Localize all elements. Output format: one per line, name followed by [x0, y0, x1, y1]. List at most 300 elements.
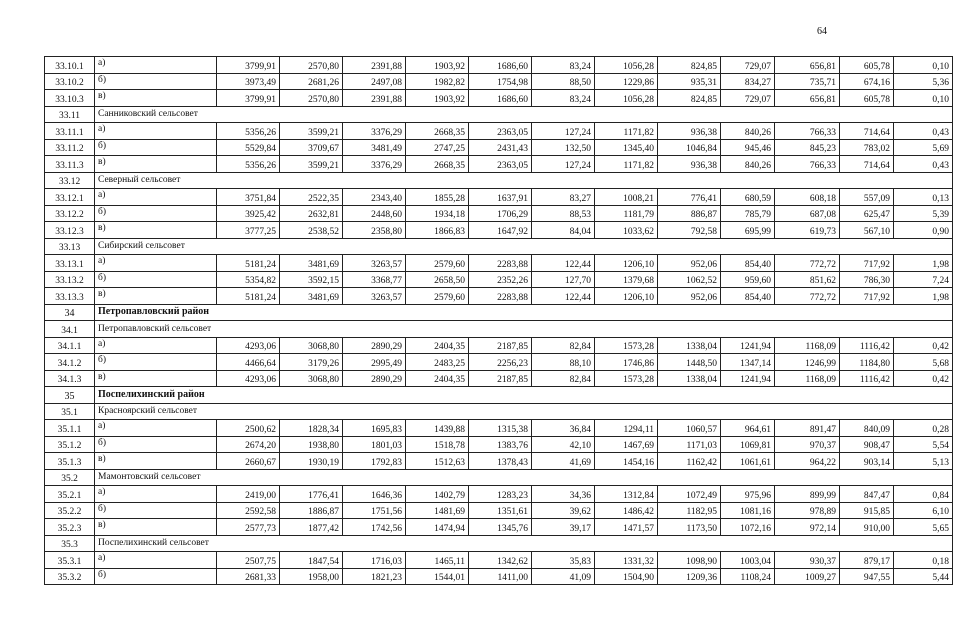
- value-cell: 1471,57: [595, 519, 658, 536]
- table-row: [45, 189, 953, 206]
- value-cell: 1171,03: [658, 436, 721, 453]
- value-cell: 1474,94: [406, 519, 469, 536]
- row-code: 33.11.2: [45, 139, 95, 156]
- value-cell: 3481,69: [280, 255, 343, 272]
- value-cell: 88,53: [532, 205, 595, 222]
- row-code: 35.2.1: [45, 486, 95, 503]
- value-cell: 1162,42: [658, 453, 721, 470]
- section-title: Санниковский сельсовет: [95, 106, 953, 123]
- value-cell: 2448,60: [343, 205, 406, 222]
- table-row: [45, 255, 953, 272]
- value-cell: 1241,94: [721, 370, 775, 387]
- value-cell: 714,64: [840, 156, 894, 173]
- value-cell: 3376,29: [343, 156, 406, 173]
- value-cell: 0,28: [894, 420, 953, 437]
- value-cell: 5529,84: [217, 139, 280, 156]
- row-code: 35.1.3: [45, 453, 95, 470]
- value-cell: 1383,76: [469, 436, 532, 453]
- value-cell: 2570,80: [280, 90, 343, 107]
- district-row: [45, 304, 953, 321]
- value-cell: 0,18: [894, 552, 953, 569]
- row-code: 33.12: [45, 172, 95, 189]
- value-cell: 2890,29: [343, 370, 406, 387]
- value-cell: 1072,49: [658, 486, 721, 503]
- value-cell: 879,17: [840, 552, 894, 569]
- value-cell: 132,50: [532, 139, 595, 156]
- value-cell: 2431,43: [469, 139, 532, 156]
- value-cell: 785,79: [721, 205, 775, 222]
- section-title: Красноярский сельсовет: [95, 403, 953, 420]
- value-cell: 3709,67: [280, 139, 343, 156]
- value-cell: 908,47: [840, 436, 894, 453]
- row-label: а): [95, 486, 217, 503]
- row-label: б): [95, 271, 217, 288]
- value-cell: 3376,29: [343, 123, 406, 140]
- value-cell: 891,47: [775, 420, 840, 437]
- value-cell: 845,23: [775, 139, 840, 156]
- value-cell: 964,61: [721, 420, 775, 437]
- row-label: а): [95, 552, 217, 569]
- section-row: [45, 172, 953, 189]
- value-cell: 5354,82: [217, 271, 280, 288]
- value-cell: 2343,40: [343, 189, 406, 206]
- value-cell: 1481,69: [406, 502, 469, 519]
- section-title: Поспелихинский сельсовет: [95, 535, 953, 552]
- value-cell: 1573,28: [595, 370, 658, 387]
- value-cell: 729,07: [721, 90, 775, 107]
- table-row: [45, 453, 953, 470]
- row-code: 33.11.3: [45, 156, 95, 173]
- value-cell: 1246,99: [775, 354, 840, 371]
- table-row: [45, 354, 953, 371]
- row-label: в): [95, 453, 217, 470]
- value-cell: 776,41: [658, 189, 721, 206]
- value-cell: 5,13: [894, 453, 953, 470]
- value-cell: 2391,88: [343, 90, 406, 107]
- value-cell: 1378,43: [469, 453, 532, 470]
- value-cell: 1465,11: [406, 552, 469, 569]
- table-row: [45, 420, 953, 437]
- district-title: Петропавловский район: [95, 304, 953, 321]
- tariff-table: [44, 56, 953, 585]
- value-cell: 1958,00: [280, 568, 343, 585]
- value-cell: 83,24: [532, 90, 595, 107]
- value-cell: 2358,80: [343, 222, 406, 239]
- value-cell: 1008,21: [595, 189, 658, 206]
- value-cell: 854,40: [721, 288, 775, 305]
- value-cell: 2187,85: [469, 337, 532, 354]
- value-cell: 127,70: [532, 271, 595, 288]
- value-cell: 3751,84: [217, 189, 280, 206]
- value-cell: 1351,61: [469, 502, 532, 519]
- row-label: б): [95, 73, 217, 90]
- row-code: 34.1.2: [45, 354, 95, 371]
- value-cell: 964,22: [775, 453, 840, 470]
- value-cell: 783,02: [840, 139, 894, 156]
- value-cell: 4466,64: [217, 354, 280, 371]
- value-cell: 1116,42: [840, 370, 894, 387]
- value-cell: 947,55: [840, 568, 894, 585]
- section-row: [45, 469, 953, 486]
- value-cell: 0,90: [894, 222, 953, 239]
- value-cell: 1241,94: [721, 337, 775, 354]
- row-label: а): [95, 337, 217, 354]
- value-cell: 766,33: [775, 156, 840, 173]
- row-label: а): [95, 420, 217, 437]
- value-cell: 1512,63: [406, 453, 469, 470]
- value-cell: 1046,84: [658, 139, 721, 156]
- row-label: а): [95, 57, 217, 74]
- value-cell: 84,04: [532, 222, 595, 239]
- value-cell: 1168,09: [775, 370, 840, 387]
- value-cell: 1866,83: [406, 222, 469, 239]
- row-code: 35.3.1: [45, 552, 95, 569]
- value-cell: 2507,75: [217, 552, 280, 569]
- value-cell: 1448,50: [658, 354, 721, 371]
- value-cell: 122,44: [532, 288, 595, 305]
- value-cell: 4293,06: [217, 337, 280, 354]
- value-cell: 2579,60: [406, 288, 469, 305]
- table-row: [45, 90, 953, 107]
- value-cell: 1746,86: [595, 354, 658, 371]
- value-cell: 2500,62: [217, 420, 280, 437]
- value-cell: 3481,49: [343, 139, 406, 156]
- row-code: 35.1: [45, 403, 95, 420]
- value-cell: 1,98: [894, 288, 953, 305]
- value-cell: 1098,90: [658, 552, 721, 569]
- value-cell: 3179,26: [280, 354, 343, 371]
- value-cell: 5,36: [894, 73, 953, 90]
- value-cell: 1982,82: [406, 73, 469, 90]
- value-cell: 840,26: [721, 156, 775, 173]
- value-cell: 605,78: [840, 57, 894, 74]
- value-cell: 1573,28: [595, 337, 658, 354]
- value-cell: 2674,20: [217, 436, 280, 453]
- value-cell: 1637,91: [469, 189, 532, 206]
- value-cell: 1686,60: [469, 90, 532, 107]
- table-row: [45, 288, 953, 305]
- value-cell: 1,98: [894, 255, 953, 272]
- value-cell: 899,99: [775, 486, 840, 503]
- value-cell: 1821,23: [343, 568, 406, 585]
- row-label: в): [95, 222, 217, 239]
- section-title: Северный сельсовет: [95, 172, 953, 189]
- value-cell: 5,39: [894, 205, 953, 222]
- value-cell: 0,42: [894, 337, 953, 354]
- value-cell: 0,13: [894, 189, 953, 206]
- value-cell: 1229,86: [595, 73, 658, 90]
- value-cell: 5,65: [894, 519, 953, 536]
- value-cell: 1934,18: [406, 205, 469, 222]
- value-cell: 936,38: [658, 156, 721, 173]
- value-cell: 2658,50: [406, 271, 469, 288]
- row-label: а): [95, 255, 217, 272]
- value-cell: 935,31: [658, 73, 721, 90]
- value-cell: 656,81: [775, 57, 840, 74]
- value-cell: 1003,04: [721, 552, 775, 569]
- table-row: [45, 337, 953, 354]
- table-row: [45, 73, 953, 90]
- value-cell: 2497,08: [343, 73, 406, 90]
- value-cell: 1903,92: [406, 90, 469, 107]
- value-cell: 903,14: [840, 453, 894, 470]
- section-row: [45, 321, 953, 338]
- value-cell: 834,27: [721, 73, 775, 90]
- row-label: в): [95, 90, 217, 107]
- value-cell: 1686,60: [469, 57, 532, 74]
- table-row: [45, 57, 953, 74]
- row-code: 33.12.1: [45, 189, 95, 206]
- value-cell: 7,24: [894, 271, 953, 288]
- value-cell: 2632,81: [280, 205, 343, 222]
- value-cell: 2747,25: [406, 139, 469, 156]
- table-row: [45, 370, 953, 387]
- value-cell: 3925,42: [217, 205, 280, 222]
- row-label: б): [95, 139, 217, 156]
- value-cell: 915,85: [840, 502, 894, 519]
- row-label: в): [95, 288, 217, 305]
- value-cell: 1056,28: [595, 90, 658, 107]
- row-label: б): [95, 502, 217, 519]
- value-cell: 5,44: [894, 568, 953, 585]
- table-row: [45, 139, 953, 156]
- value-cell: 3799,91: [217, 90, 280, 107]
- value-cell: 975,96: [721, 486, 775, 503]
- value-cell: 2283,88: [469, 255, 532, 272]
- value-cell: 840,09: [840, 420, 894, 437]
- value-cell: 1454,16: [595, 453, 658, 470]
- value-cell: 0,84: [894, 486, 953, 503]
- table-row: [45, 502, 953, 519]
- value-cell: 930,37: [775, 552, 840, 569]
- value-cell: 1903,92: [406, 57, 469, 74]
- value-cell: 0,43: [894, 123, 953, 140]
- value-cell: 978,89: [775, 502, 840, 519]
- value-cell: 3599,21: [280, 156, 343, 173]
- table-row: [45, 519, 953, 536]
- row-label: а): [95, 189, 217, 206]
- value-cell: 1033,62: [595, 222, 658, 239]
- value-cell: 1182,95: [658, 502, 721, 519]
- row-code: 35: [45, 387, 95, 404]
- section-title: Сибирский сельсовет: [95, 238, 953, 255]
- value-cell: 2577,73: [217, 519, 280, 536]
- value-cell: 127,24: [532, 156, 595, 173]
- value-cell: 2681,26: [280, 73, 343, 90]
- value-cell: 1062,52: [658, 271, 721, 288]
- value-cell: 39,62: [532, 502, 595, 519]
- value-cell: 2570,80: [280, 57, 343, 74]
- value-cell: 729,07: [721, 57, 775, 74]
- row-label: б): [95, 205, 217, 222]
- value-cell: 0,10: [894, 90, 953, 107]
- value-cell: 3592,15: [280, 271, 343, 288]
- value-cell: 1379,68: [595, 271, 658, 288]
- row-label: б): [95, 354, 217, 371]
- value-cell: 1168,09: [775, 337, 840, 354]
- row-code: 35.3: [45, 535, 95, 552]
- value-cell: 2522,35: [280, 189, 343, 206]
- value-cell: 766,33: [775, 123, 840, 140]
- value-cell: 5356,26: [217, 123, 280, 140]
- value-cell: 2579,60: [406, 255, 469, 272]
- value-cell: 952,06: [658, 255, 721, 272]
- value-cell: 1544,01: [406, 568, 469, 585]
- value-cell: 3368,77: [343, 271, 406, 288]
- row-label: в): [95, 519, 217, 536]
- value-cell: 1338,04: [658, 370, 721, 387]
- table-row: [45, 271, 953, 288]
- value-cell: 847,47: [840, 486, 894, 503]
- value-cell: 567,10: [840, 222, 894, 239]
- value-cell: 1206,10: [595, 288, 658, 305]
- value-cell: 0,42: [894, 370, 953, 387]
- value-cell: 717,92: [840, 255, 894, 272]
- value-cell: 1847,54: [280, 552, 343, 569]
- value-cell: 1345,76: [469, 519, 532, 536]
- value-cell: 2404,35: [406, 337, 469, 354]
- value-cell: 1345,40: [595, 139, 658, 156]
- value-cell: 1338,04: [658, 337, 721, 354]
- section-title: Петропавловский сельсовет: [95, 321, 953, 338]
- value-cell: 82,84: [532, 370, 595, 387]
- value-cell: 1776,41: [280, 486, 343, 503]
- value-cell: 3263,57: [343, 255, 406, 272]
- section-row: [45, 238, 953, 255]
- row-code: 35.2.3: [45, 519, 95, 536]
- value-cell: 1312,84: [595, 486, 658, 503]
- value-cell: 656,81: [775, 90, 840, 107]
- row-code: 33.10.2: [45, 73, 95, 90]
- value-cell: 1646,36: [343, 486, 406, 503]
- row-label: в): [95, 370, 217, 387]
- value-cell: 42,10: [532, 436, 595, 453]
- value-cell: 1347,14: [721, 354, 775, 371]
- value-cell: 2404,35: [406, 370, 469, 387]
- value-cell: 840,26: [721, 123, 775, 140]
- value-cell: 735,71: [775, 73, 840, 90]
- value-cell: 1184,80: [840, 354, 894, 371]
- value-cell: 4293,06: [217, 370, 280, 387]
- value-cell: 1294,11: [595, 420, 658, 437]
- row-code: 33.13.3: [45, 288, 95, 305]
- row-code: 35.2: [45, 469, 95, 486]
- value-cell: 3777,25: [217, 222, 280, 239]
- section-title: Мамонтовский сельсовет: [95, 469, 953, 486]
- value-cell: 1647,92: [469, 222, 532, 239]
- value-cell: 3068,80: [280, 370, 343, 387]
- value-cell: 1742,56: [343, 519, 406, 536]
- row-label: а): [95, 123, 217, 140]
- value-cell: 1072,16: [721, 519, 775, 536]
- row-code: 33.12.2: [45, 205, 95, 222]
- section-row: [45, 106, 953, 123]
- row-label: б): [95, 568, 217, 585]
- value-cell: 2660,67: [217, 453, 280, 470]
- value-cell: 41,09: [532, 568, 595, 585]
- value-cell: 674,16: [840, 73, 894, 90]
- section-row: [45, 403, 953, 420]
- value-cell: 1504,90: [595, 568, 658, 585]
- value-cell: 122,44: [532, 255, 595, 272]
- value-cell: 792,58: [658, 222, 721, 239]
- value-cell: 2391,88: [343, 57, 406, 74]
- district-row: [45, 387, 953, 404]
- row-code: 33.13.1: [45, 255, 95, 272]
- value-cell: 1206,10: [595, 255, 658, 272]
- value-cell: 854,40: [721, 255, 775, 272]
- value-cell: 1886,87: [280, 502, 343, 519]
- value-cell: 36,84: [532, 420, 595, 437]
- value-cell: 34,36: [532, 486, 595, 503]
- section-row: [45, 535, 953, 552]
- value-cell: 2363,05: [469, 123, 532, 140]
- value-cell: 1938,80: [280, 436, 343, 453]
- value-cell: 2419,00: [217, 486, 280, 503]
- value-cell: 2283,88: [469, 288, 532, 305]
- value-cell: 1171,82: [595, 156, 658, 173]
- row-code: 33.11: [45, 106, 95, 123]
- value-cell: 39,17: [532, 519, 595, 536]
- row-code: 33.10.1: [45, 57, 95, 74]
- value-cell: 970,37: [775, 436, 840, 453]
- value-cell: 608,18: [775, 189, 840, 206]
- value-cell: 5,68: [894, 354, 953, 371]
- value-cell: 1801,03: [343, 436, 406, 453]
- value-cell: 786,30: [840, 271, 894, 288]
- value-cell: 952,06: [658, 288, 721, 305]
- value-cell: 1695,83: [343, 420, 406, 437]
- value-cell: 680,59: [721, 189, 775, 206]
- value-cell: 824,85: [658, 90, 721, 107]
- value-cell: 2538,52: [280, 222, 343, 239]
- value-cell: 3599,21: [280, 123, 343, 140]
- value-cell: 5181,24: [217, 255, 280, 272]
- value-cell: 959,60: [721, 271, 775, 288]
- value-cell: 1877,42: [280, 519, 343, 536]
- table-row: [45, 568, 953, 585]
- value-cell: 695,99: [721, 222, 775, 239]
- value-cell: 1411,00: [469, 568, 532, 585]
- value-cell: 886,87: [658, 205, 721, 222]
- value-cell: 2681,33: [217, 568, 280, 585]
- value-cell: 851,62: [775, 271, 840, 288]
- value-cell: 0,43: [894, 156, 953, 173]
- value-cell: 1828,34: [280, 420, 343, 437]
- value-cell: 619,73: [775, 222, 840, 239]
- value-cell: 88,50: [532, 73, 595, 90]
- table-row: [45, 486, 953, 503]
- value-cell: 945,46: [721, 139, 775, 156]
- value-cell: 1792,83: [343, 453, 406, 470]
- value-cell: 1855,28: [406, 189, 469, 206]
- value-cell: 3481,69: [280, 288, 343, 305]
- value-cell: 605,78: [840, 90, 894, 107]
- row-code: 34.1.3: [45, 370, 95, 387]
- table-row: [45, 436, 953, 453]
- row-code: 34.1.1: [45, 337, 95, 354]
- value-cell: 1486,42: [595, 502, 658, 519]
- value-cell: 5,69: [894, 139, 953, 156]
- value-cell: 2890,29: [343, 337, 406, 354]
- value-cell: 1173,50: [658, 519, 721, 536]
- value-cell: 0,10: [894, 57, 953, 74]
- table-row: [45, 156, 953, 173]
- value-cell: 1930,19: [280, 453, 343, 470]
- value-cell: 2187,85: [469, 370, 532, 387]
- value-cell: 557,09: [840, 189, 894, 206]
- value-cell: 35,83: [532, 552, 595, 569]
